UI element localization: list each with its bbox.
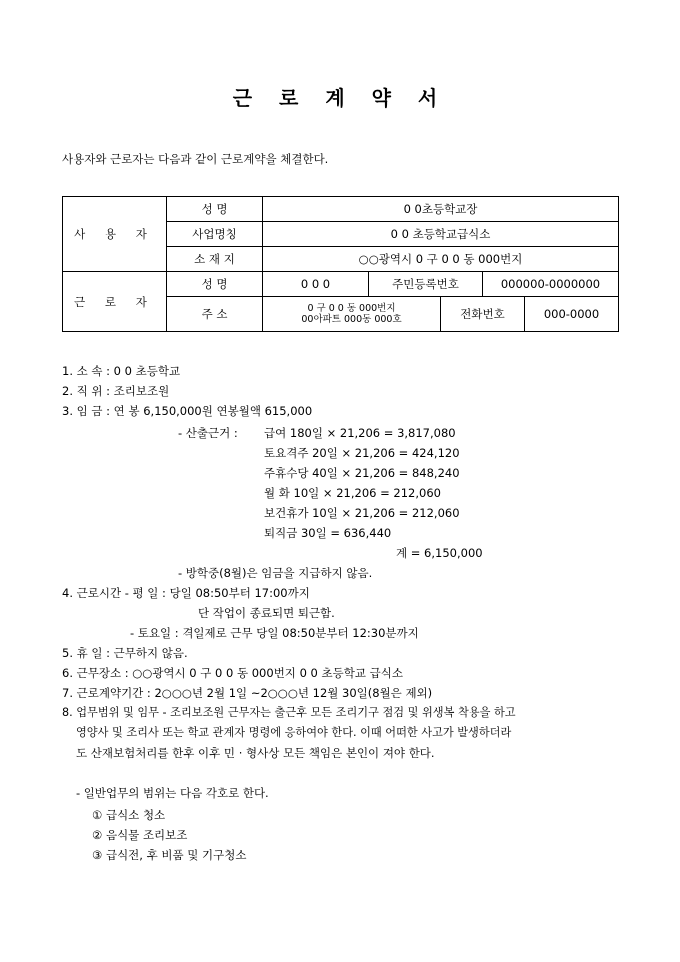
calc-label: - 산출근거 : [178, 426, 238, 440]
calc-total: 계 = 6,150,000 [396, 546, 483, 560]
duty-item: ② 음식물 조리보조 [92, 828, 188, 842]
worker-name-label: 성 명 [167, 272, 263, 297]
duty-item: ③ 급식전, 후 비품 및 기구청소 [92, 848, 247, 862]
employer-name: 0 0초등학교장 [263, 197, 619, 222]
item-holidays: 5. 휴 일 : 근무하지 않음. [62, 646, 188, 660]
phone-value: 000-0000 [525, 297, 619, 332]
item-work-hours: 4. 근로시간 - 평 일 : 당일 08:50부터 17:00까지 [62, 586, 310, 600]
item-duties-line1: 8. 업무범위 및 임무 - 조리보조원 근무자는 출근후 모든 조리기구 점검 및 위생복 착용을 하고 [62, 706, 516, 719]
business-label: 사업명칭 [167, 222, 263, 247]
work-hours-note: 단 작업이 종료되면 퇴근함. [198, 606, 335, 620]
worker-address-line2: 00아파트 000동 000호 [301, 314, 402, 325]
calc-line: 퇴직금 30일 = 636,440 [264, 526, 392, 540]
worker-address-line1: 0 구 0 0 동 000번지 [307, 303, 396, 314]
calc-line: 보건휴가 10일 × 21,206 = 212,060 [264, 506, 460, 520]
saturday-hours: - 토요일 : 격일제로 근무 당일 08:50분부터 12:30분까지 [130, 626, 419, 640]
calc-line: 토요격주 20일 × 21,206 = 424,120 [264, 446, 460, 460]
duty-item: ① 급식소 청소 [92, 808, 166, 822]
item-workplace: 6. 근무장소 : ○○광역시 0 구 0 0 동 000번지 0 0 초등학교 급식소 [62, 666, 403, 680]
item-duties-line2: 영양사 및 조리사 또는 학교 관계자 명령에 응하여야 한다. 이때 어떠한 사고가 발생하더라 [76, 726, 512, 739]
item-wage: 3. 임 금 : 연 봉 6,150,000원 연봉월액 615,000 [62, 404, 313, 418]
worker-address [263, 297, 441, 332]
vacation-note: - 방학중(8월)은 임금을 지급하지 않음. [178, 566, 373, 580]
party-info-table [62, 196, 619, 332]
calc-line: 급여 180일 × 21,206 = 3,817,080 [264, 426, 456, 440]
worker-name: 0 0 0 [263, 272, 369, 297]
employer-name-label: 성 명 [167, 197, 263, 222]
calc-line: 월 화 10일 × 21,206 = 212,060 [264, 486, 441, 500]
item-duties-line3: 도 산재보험처리를 한후 이후 민 · 형사상 모든 책임은 본인이 져야 한다. [76, 746, 435, 760]
employer-label: 사 용 자 [63, 197, 167, 272]
item-contract-period: 7. 근로계약기간 : 2○○○년 2월 1일 ~2○○○년 12월 30일(8월은 제외) [62, 686, 433, 700]
document-title: 근 로 계 약 서 [232, 86, 448, 110]
worker-label: 근 로 자 [63, 272, 167, 332]
duties-header: - 일반업무의 범위는 다음 각호로 한다. [76, 786, 269, 800]
address-label: 소 재 지 [167, 247, 263, 272]
item-affiliation: 1. 소 속 : 0 0 초등학교 [62, 364, 181, 378]
id-label: 주민등록번호 [369, 272, 483, 297]
calc-line: 주휴수당 40일 × 21,206 = 848,240 [264, 466, 460, 480]
intro-text: 사용자와 근로자는 다음과 같이 근로계약을 체결한다. [62, 152, 329, 166]
employer-address: ○○광역시 0 구 0 0 동 000번지 [263, 247, 619, 272]
worker-address-label: 주 소 [167, 297, 263, 332]
business-name: 0 0 초등학교급식소 [263, 222, 619, 247]
item-position: 2. 직 위 : 조리보조원 [62, 384, 170, 398]
phone-label: 전화번호 [441, 297, 525, 332]
id-value: 000000-0000000 [483, 272, 619, 297]
